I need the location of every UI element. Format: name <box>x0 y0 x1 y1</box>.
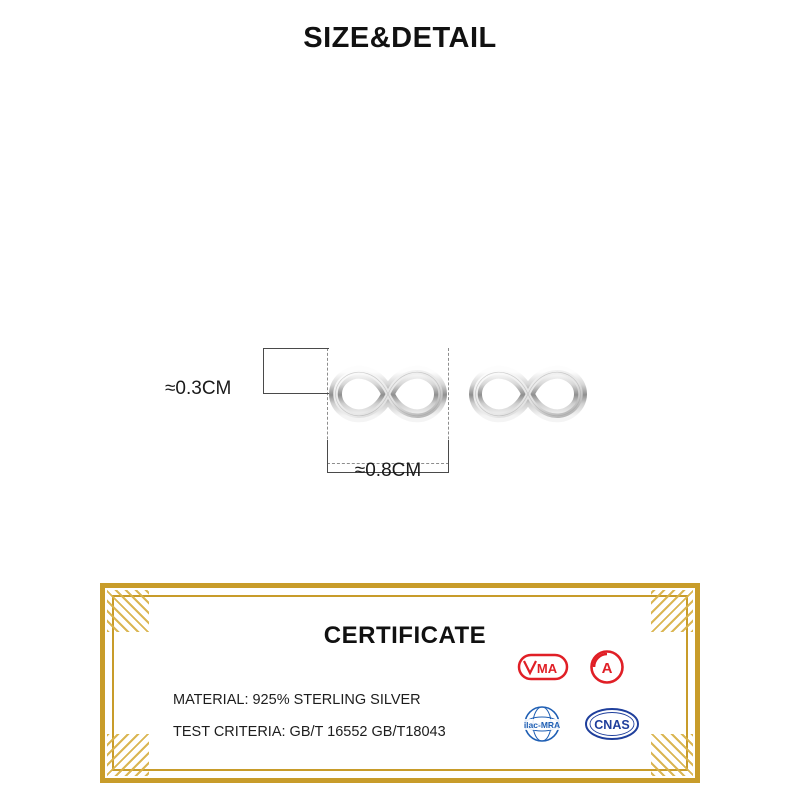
ilac-badge-text: ilac-MRA <box>523 720 561 730</box>
ma-badge-text: MA <box>536 661 558 676</box>
ilac-mra-badge <box>517 702 567 751</box>
height-measurement-label: ≈0.3CM <box>165 378 232 399</box>
corner-ornament-icon <box>107 734 149 776</box>
cnas-badge <box>583 704 641 749</box>
certificate-test-criteria-line: TEST CRITERIA: GB/T 16552 GB/T18043 <box>173 724 446 740</box>
corner-ornament-icon <box>651 734 693 776</box>
a-badge-text: A <box>601 660 613 677</box>
earring-right <box>458 344 598 449</box>
certificate-badges <box>517 650 647 750</box>
product-measurement-area <box>0 320 800 520</box>
cnas-badge-text: CNAS <box>594 718 630 732</box>
page-title: SIZE&DETAIL <box>303 22 497 54</box>
certificate-card <box>100 583 700 783</box>
width-measurement-label: ≈0.8CM <box>354 460 422 481</box>
ma-mark-badge <box>517 650 569 689</box>
certificate-material-line: MATERIAL: 925% STERLING SILVER <box>173 692 421 708</box>
earring-left <box>318 344 458 449</box>
infinity-icon <box>458 344 598 444</box>
infinity-icon <box>318 344 458 444</box>
ccc-a-badge <box>585 646 629 693</box>
certificate-title: CERTIFICATE <box>323 622 487 649</box>
